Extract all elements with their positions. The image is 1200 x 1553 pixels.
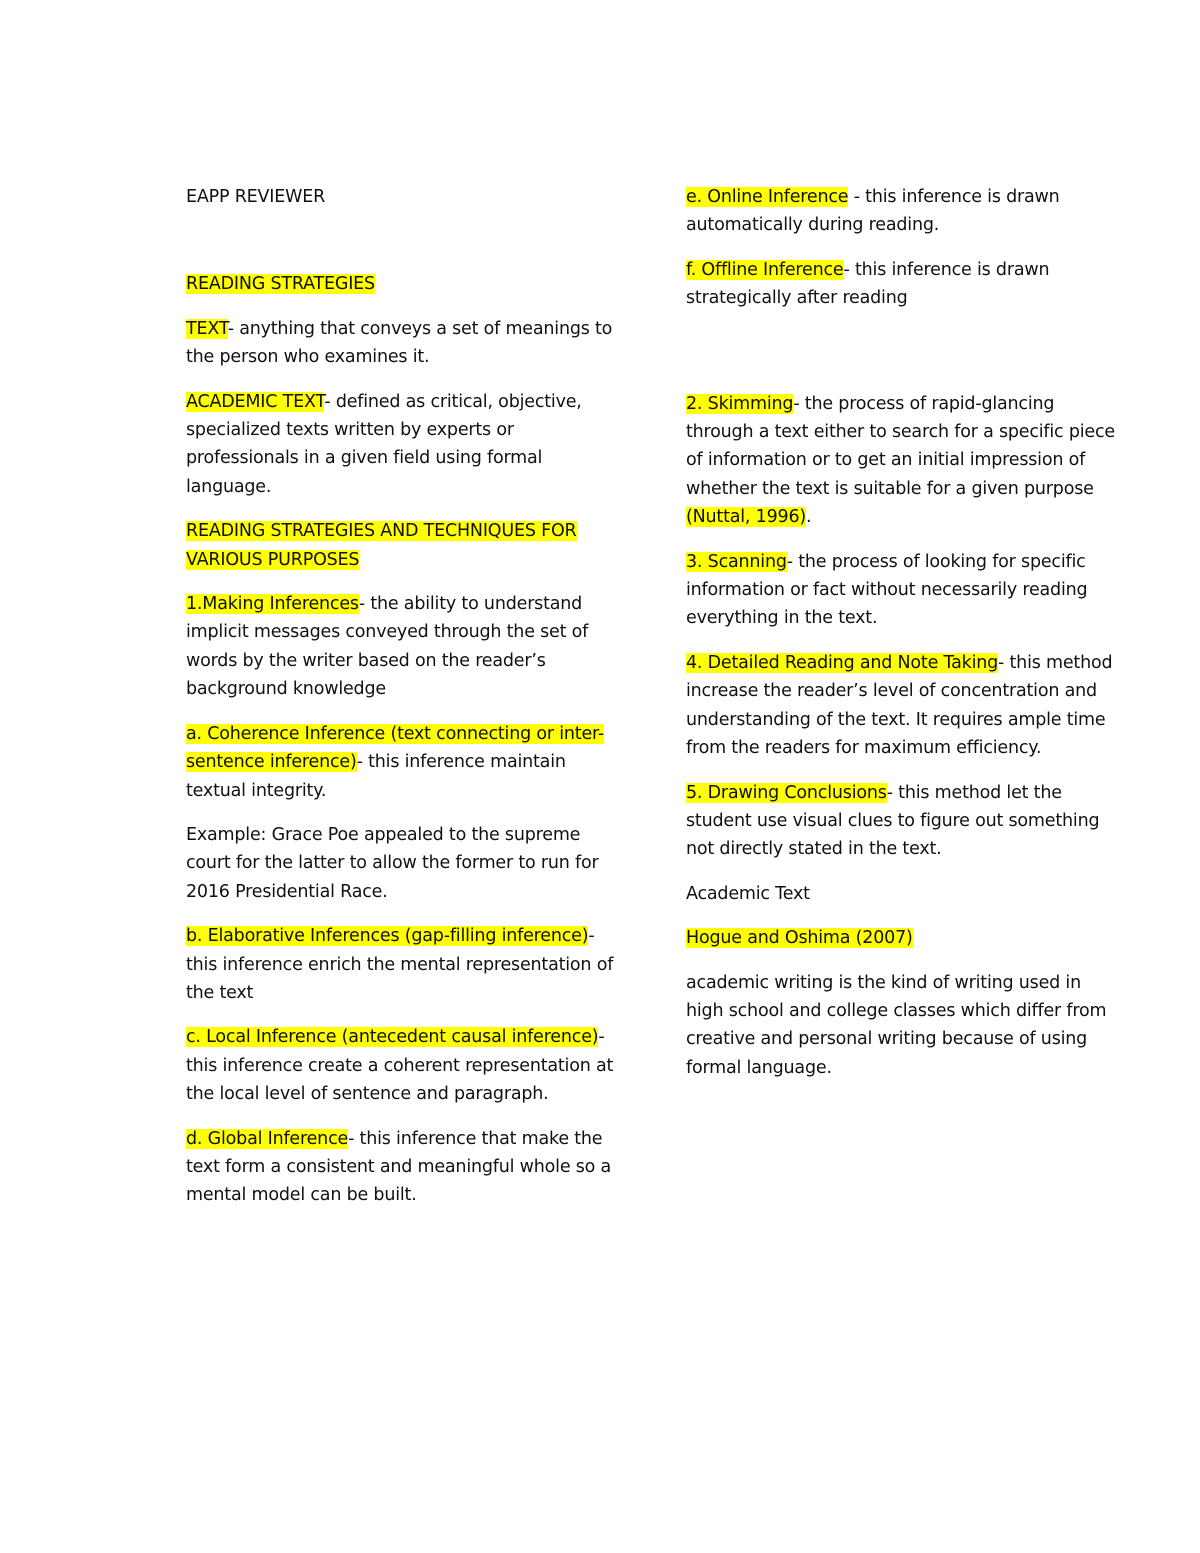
term-highlight: a. Coherence Inference (text connecting or inter-sentence inference) (186, 723, 605, 773)
term-highlight: c. Local Inference (antecedent causal inference) (186, 1027, 599, 1048)
item-global-inference (186, 1125, 618, 1210)
term-highlight: 2. Skimming (686, 393, 794, 414)
item-offline-inference (686, 256, 1118, 313)
definition-body: - this method let the student use visual clues to figure out something not directly stated in the text. (686, 782, 1100, 860)
definition-body: - this inference is drawn strategically after reading (686, 259, 1050, 309)
item-drawing-conclusions (686, 779, 1118, 864)
term-highlight: b. Elaborative Inferences (gap-filling inference) (186, 926, 589, 947)
definition-academic-text (186, 388, 618, 502)
item-local-inference (186, 1023, 618, 1108)
term-highlight: 5. Drawing Conclusions (686, 782, 887, 803)
citation-hogue-oshima (686, 924, 1118, 952)
definition-body: - this inference is drawn automatically during reading. (686, 187, 1060, 236)
definition-body: - this inference enrich the mental representation of the text (186, 926, 614, 1003)
item-coherence-inference (186, 720, 618, 805)
title-spacer (186, 211, 618, 270)
heading-reading-strategies (186, 270, 618, 298)
definition-body: - the process of rapid-glancing through a text either to search for a specific piece of information or to get an initial impression of whether the text is suitable for a given purpose (686, 393, 1115, 499)
item-scanning (686, 548, 1118, 633)
academic-writing-paragraph: academic writing is the kind of writing used in high school and college classes which differ from creative and personal writing because of using formal language. (686, 972, 1107, 1078)
definition-body: - defined as critical, objective, specialized texts written by experts or professionals in a given field using formal language. (186, 391, 582, 497)
item-making-inferences (186, 590, 618, 704)
item-online-inference (686, 183, 1118, 240)
citation-highlight: Hogue and Oshima (2007) (686, 928, 913, 949)
definition-body: - this method increase the reader’s level of concentration and understanding of the text. It requires ample time from the readers for maximum efficiency. (686, 652, 1113, 759)
example-paragraph: Example: Grace Poe appealed to the supreme court for the latter to allow the former to run for 2016 Presidential Race. (186, 824, 599, 902)
definition-body: - this inference create a coherent representation at the local level of sentence and paragraph. (186, 1027, 614, 1105)
highlight: READING STRATEGIES AND TECHNIQUES FOR VARIOUS PURPOSES (186, 521, 577, 570)
left-column (186, 183, 618, 1226)
definition-body: - this inference that make the text form a consistent and meaningful whole so a mental model can be built. (186, 1128, 612, 1206)
definition-text (186, 315, 618, 372)
item-elaborative-inference (186, 922, 618, 1007)
term-highlight: d. Global Inference (186, 1128, 349, 1149)
item-skimming (686, 390, 1118, 532)
definition-body: - the process of looking for specific information or fact without necessarily reading everything in the text. (686, 551, 1088, 629)
term-highlight: ACADEMIC TEXT (186, 391, 325, 412)
term-highlight: TEXT (186, 318, 228, 339)
heading-techniques (186, 517, 618, 574)
document-title: EAPP REVIEWER (186, 187, 326, 207)
definition-body: - this inference maintain textual integrity. (186, 752, 566, 801)
term-highlight: e. Online Inference (686, 187, 849, 207)
citation-highlight: (Nuttal, 1996) (686, 507, 807, 528)
term-highlight: f. Offline Inference (686, 259, 844, 280)
right-spacer (686, 329, 1118, 390)
right-column (686, 183, 1118, 1098)
definition-body: - the ability to understand implicit messages conveyed through the set of words by the writer based on the reader’s background knowledge (186, 594, 589, 700)
highlight: READING STRATEGIES (186, 274, 375, 295)
item-detailed-reading (686, 649, 1118, 763)
academic-text-heading: Academic Text (686, 883, 810, 904)
term-highlight: 3. Scanning (686, 551, 787, 572)
term-highlight: 4. Detailed Reading and Note Taking (686, 652, 999, 673)
definition-body: - anything that conveys a set of meanings to the person who examines it. (186, 318, 613, 368)
definition-end: . (806, 507, 812, 528)
term-highlight: 1.Making Inferences (186, 594, 359, 615)
